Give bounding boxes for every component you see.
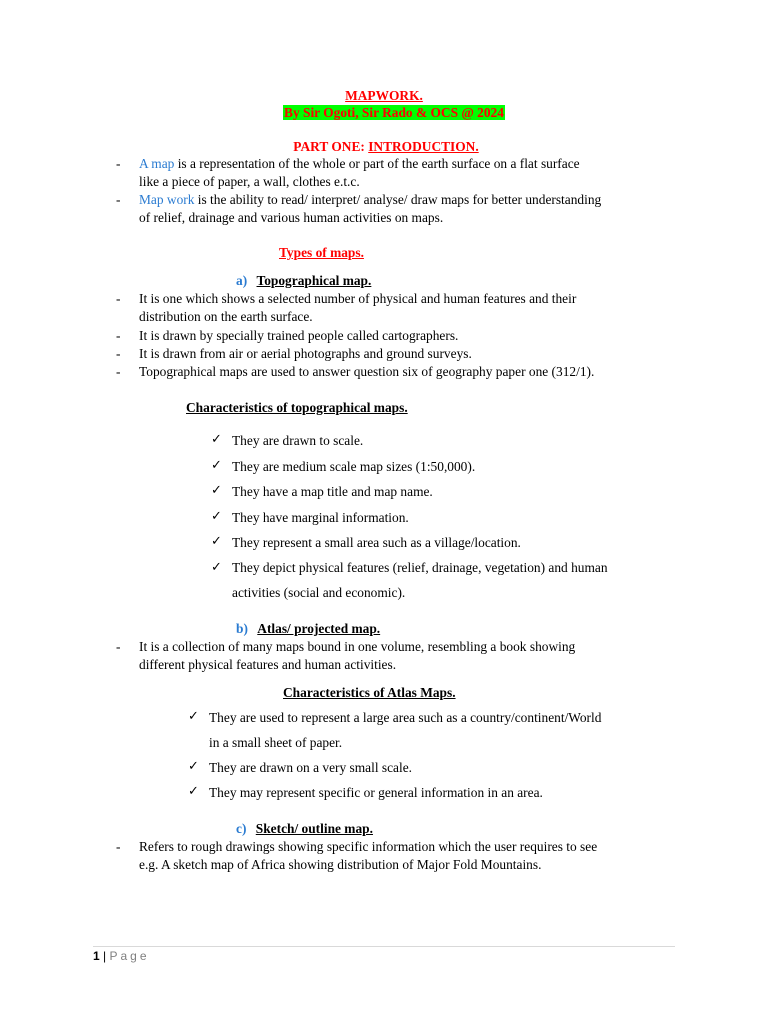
- topo-characteristics-heading: Characteristics of topographical maps.: [186, 400, 408, 415]
- map-definition: [139, 155, 679, 191]
- topo-char-4: They have marginal information.: [232, 510, 409, 525]
- sketch-title: Sketch/ outline map.: [255, 821, 373, 836]
- sketch-bullet: Refers to rough drawings showing specific information which the user requires to see e.g. A sketch map of Africa showing distribution of Major Fold Mountains.: [139, 839, 598, 872]
- section-label: a): [236, 273, 248, 288]
- footer-divider: [93, 946, 675, 947]
- topo-char-2: They are medium scale map sizes (1:50,000).: [232, 459, 476, 474]
- map-term: A map: [139, 156, 175, 171]
- mapwork-definition: [139, 191, 679, 227]
- atlas-heading: [236, 620, 380, 638]
- dash-bullet: -: [116, 364, 121, 379]
- part-title: INTRODUCTION.: [368, 139, 479, 154]
- dash-bullet: -: [116, 839, 121, 854]
- topo-char-3: They have a map title and map name.: [232, 484, 433, 499]
- check-icon: ✓: [188, 783, 199, 798]
- check-icon: ✓: [211, 559, 222, 574]
- topo-bullet-3: It is drawn from air or aerial photographs and ground surveys.: [139, 346, 472, 361]
- atlas-char-2: They are drawn on a very small scale.: [209, 760, 413, 775]
- authors-highlight: By Sir Ogoti, Sir Rado & OCS @ 2024: [284, 105, 504, 120]
- map-def-line2: like a piece of paper, a wall, clothes e.t.c.: [139, 174, 360, 189]
- check-icon: ✓: [188, 758, 199, 773]
- check-icon: ✓: [211, 508, 222, 523]
- atlas-title: Atlas/ projected map.: [257, 621, 381, 636]
- check-icon: ✓: [211, 533, 222, 548]
- sketch-heading: [236, 820, 373, 838]
- page-label: Page: [109, 949, 150, 963]
- topo-char-6-cont: activities (social and economic).: [232, 585, 406, 600]
- footer-separator: |: [99, 949, 110, 963]
- topo-bullet-2: It is drawn by specially trained people called cartographers.: [139, 328, 459, 343]
- atlas-char-3: They may represent specific or general information in an area.: [209, 785, 543, 800]
- atlas-characteristics-heading: Characteristics of Atlas Maps.: [283, 685, 456, 700]
- page-number: 1: [93, 949, 100, 963]
- document-title: MAPWORK.: [345, 88, 423, 103]
- topo-char-1: They are drawn to scale.: [232, 433, 364, 448]
- dash-bullet: -: [116, 192, 121, 207]
- authors-line: [0, 104, 768, 122]
- part-prefix: PART ONE:: [293, 139, 369, 154]
- mapwork-term: Map work: [139, 192, 195, 207]
- dash-bullet: -: [116, 346, 121, 361]
- topographical-title: Topographical map.: [256, 273, 372, 288]
- section-label: c): [236, 821, 247, 836]
- dash-bullet: -: [116, 156, 121, 171]
- topo-char-6: They depict physical features (relief, drainage, vegetation) and human: [232, 560, 608, 575]
- mapwork-def-line1: is the ability to read/ interpret/ analyse/ draw maps for better understanding: [194, 192, 602, 207]
- dash-bullet: -: [116, 291, 121, 306]
- types-heading: Types of maps.: [279, 245, 364, 260]
- topo-bullet-4: Topographical maps are used to answer question six of geography paper one (312/1).: [139, 364, 595, 379]
- section-label: b): [236, 621, 248, 636]
- atlas-bullet: It is a collection of many maps bound in one volume, resembling a book showing different physical features and human activities.: [139, 639, 576, 672]
- dash-bullet: -: [116, 639, 121, 654]
- check-icon: ✓: [188, 708, 199, 723]
- page-footer: [93, 948, 150, 964]
- atlas-char-1: They are used to represent a large area such as a country/continent/World: [209, 710, 602, 725]
- atlas-char-1-cont: in a small sheet of paper.: [209, 735, 343, 750]
- part-heading: [0, 138, 768, 156]
- check-icon: ✓: [211, 431, 222, 446]
- map-def-line1: is a representation of the whole or part of the earth surface on a flat surface: [174, 156, 580, 171]
- topo-bullet-1: It is one which shows a selected number of physical and human features and their distribution on the earth surface.: [139, 291, 577, 324]
- dash-bullet: -: [116, 328, 121, 343]
- check-icon: ✓: [211, 457, 222, 472]
- mapwork-def-line2: of relief, drainage and various human activities on maps.: [139, 210, 444, 225]
- topographical-heading: [236, 272, 371, 290]
- topo-char-5: They represent a small area such as a village/location.: [232, 535, 521, 550]
- check-icon: ✓: [211, 482, 222, 497]
